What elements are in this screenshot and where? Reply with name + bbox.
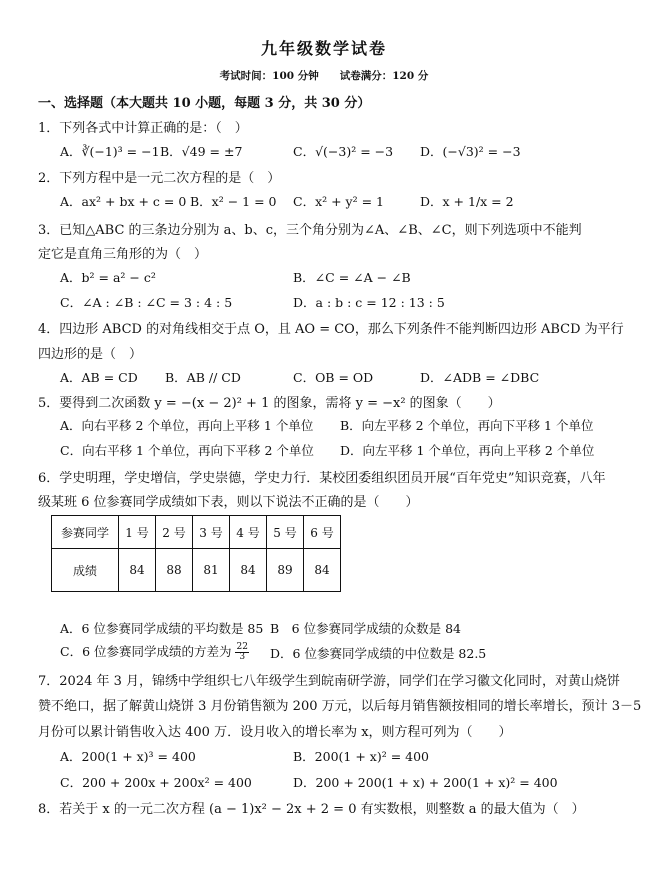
q6-score-table-wrap [51, 515, 341, 592]
q4-option-a: A．AB = CD [60, 370, 138, 385]
table-header-cell: 6 号 [304, 516, 341, 549]
q4-option-d: D．∠ADB = ∠DBC [420, 370, 540, 385]
table-cell: 81 [193, 549, 230, 592]
table-header-cell: 5 号 [267, 516, 304, 549]
fraction-denominator: 3 [239, 652, 246, 662]
table-header-cell: 3 号 [193, 516, 230, 549]
table-row-label: 成绩 [52, 549, 119, 592]
q3-option-b: B．∠C = ∠A − ∠B [293, 270, 411, 285]
q1-stem: 1．下列各式中计算正确的是：（ ） [38, 121, 248, 136]
q7-option-a: A．200(1 + x)³ = 400 [60, 749, 196, 764]
q7-option-d: D．200 + 200(1 + x) + 200(1 + x)² = 400 [293, 775, 558, 790]
table-header-cell: 4 号 [230, 516, 267, 549]
table-header-cell: 2 号 [156, 516, 193, 549]
q5-option-a: A．向右平移 2 个单位，再向上平移 1 个单位 [60, 418, 314, 433]
exam-meta: 考试时间：100 分钟 试卷满分：120 分 [219, 70, 429, 82]
q6-option-c-fraction [235, 643, 248, 662]
q5-stem: 5．要得到二次函数 y = −(x − 2)² + 1 的图象，需将 y = −x² 的图象（ ） [38, 396, 501, 411]
q2-stem: 2．下列方程中是一元二次方程的是（ ） [38, 171, 281, 186]
q2-option-b: B．x² − 1 = 0 [190, 194, 277, 209]
table-row [52, 549, 341, 592]
table-cell: 84 [230, 549, 267, 592]
q3-option-a: A．b² = a² − c² [60, 270, 156, 285]
table-header-row [52, 516, 341, 549]
q4-stem-line2: 四边形的是（ ） [38, 347, 143, 362]
q6-option-c [60, 642, 249, 662]
exam-title: 九年级数学试卷 [260, 39, 387, 58]
section-heading: 一、选择题（本大题共 10 小题，每题 3 分，共 30 分） [38, 96, 371, 111]
table-cell: 88 [156, 549, 193, 592]
table-cell: 84 [119, 549, 156, 592]
q7-stem-line2: 赞不绝口，据了解黄山烧饼 3 月份销售额为 200 万元，以后每月销售额按相同的增长率增长，预计 3－5 [38, 699, 642, 714]
q1-option-d: D．(−√3)² = −3 [420, 144, 521, 159]
q4-option-b: B．AB // CD [165, 370, 241, 385]
q2-option-c: C．x² + y² = 1 [293, 194, 384, 209]
q7-option-b: B．200(1 + x)² = 400 [293, 749, 430, 764]
q5-option-d: D．向左平移 1 个单位，再向上平移 2 个单位 [340, 443, 595, 458]
q5-option-b: B．向左平移 2 个单位，再向下平移 1 个单位 [340, 418, 594, 433]
table-header-cell: 参赛同学 [52, 516, 119, 549]
q7-option-c: C．200 + 200x + 200x² = 400 [60, 775, 252, 790]
q4-option-c: C．OB = OD [293, 370, 374, 385]
q3-option-d: D．a : b : c = 12 : 13 : 5 [293, 295, 445, 310]
q5-option-c: C．向右平移 1 个单位，再向下平移 2 个单位 [60, 443, 314, 458]
q2-option-a: A．ax² + bx + c = 0 [60, 194, 187, 209]
q7-stem-line3: 月份可以累计销售收入达 400 万．设月收入的增长率为 x，则方程可列为（ ） [38, 725, 512, 740]
q1-option-c: C．√(−3)² = −3 [293, 144, 394, 159]
q3-stem-line2: 定它是直角三角形的为（ ） [38, 247, 208, 262]
q6-option-d: D．6 位参赛同学成绩的中位数是 82.5 [270, 646, 487, 661]
q7-stem-line1: 7．2024 年 3 月，锦绣中学组织七八年级学生到皖南研学游，同学们在学习徽文化同时，对黄山烧饼 [38, 674, 621, 689]
q1-option-b: B．√49 = ±7 [160, 144, 243, 159]
table-cell: 84 [304, 549, 341, 592]
q3-stem-line1: 3．已知△ABC 的三条边分别为 a、b、c，三个角分别为∠A、∠B、∠C，则下列选项中不能判 [38, 223, 582, 238]
table-cell: 89 [267, 549, 304, 592]
q1-option-a: A．∛(−1)³ = −1 [60, 144, 160, 159]
q4-stem-line1: 4．四边形 ABCD 的对角线相交于点 O，且 AO = CO，那么下列条件不能判断四边形 ABCD 为平行 [38, 322, 624, 337]
q8-stem: 8．若关于 x 的一元二次方程 (a − 1)x² − 2x + 2 = 0 有实数根，则整数 a 的最大值为（ ） [38, 802, 585, 817]
q6-option-a: A．6 位参赛同学成绩的平均数是 85 [60, 621, 264, 636]
q6-stem-line1: 6．学史明理，学史增信，学史崇德，学史力行．某校团委组织团员开展“百年党史”知识竞赛，八年 [38, 471, 606, 486]
q3-option-c: C．∠A : ∠B : ∠C = 3 : 4 : 5 [60, 295, 233, 310]
q6-stem-line2: 级某班 6 位参赛同学成绩如下表，则以下说法不正确的是（ ） [38, 495, 419, 510]
q6-option-b: B 6 位参赛同学成绩的众数是 84 [270, 621, 461, 636]
q2-option-d: D．x + 1/x = 2 [420, 194, 514, 209]
q6-score-table [51, 515, 341, 592]
table-header-cell: 1 号 [119, 516, 156, 549]
fraction-numerator: 22 [236, 642, 248, 652]
q6-option-c-text: C．6 位参赛同学成绩的方差为 [60, 644, 232, 659]
